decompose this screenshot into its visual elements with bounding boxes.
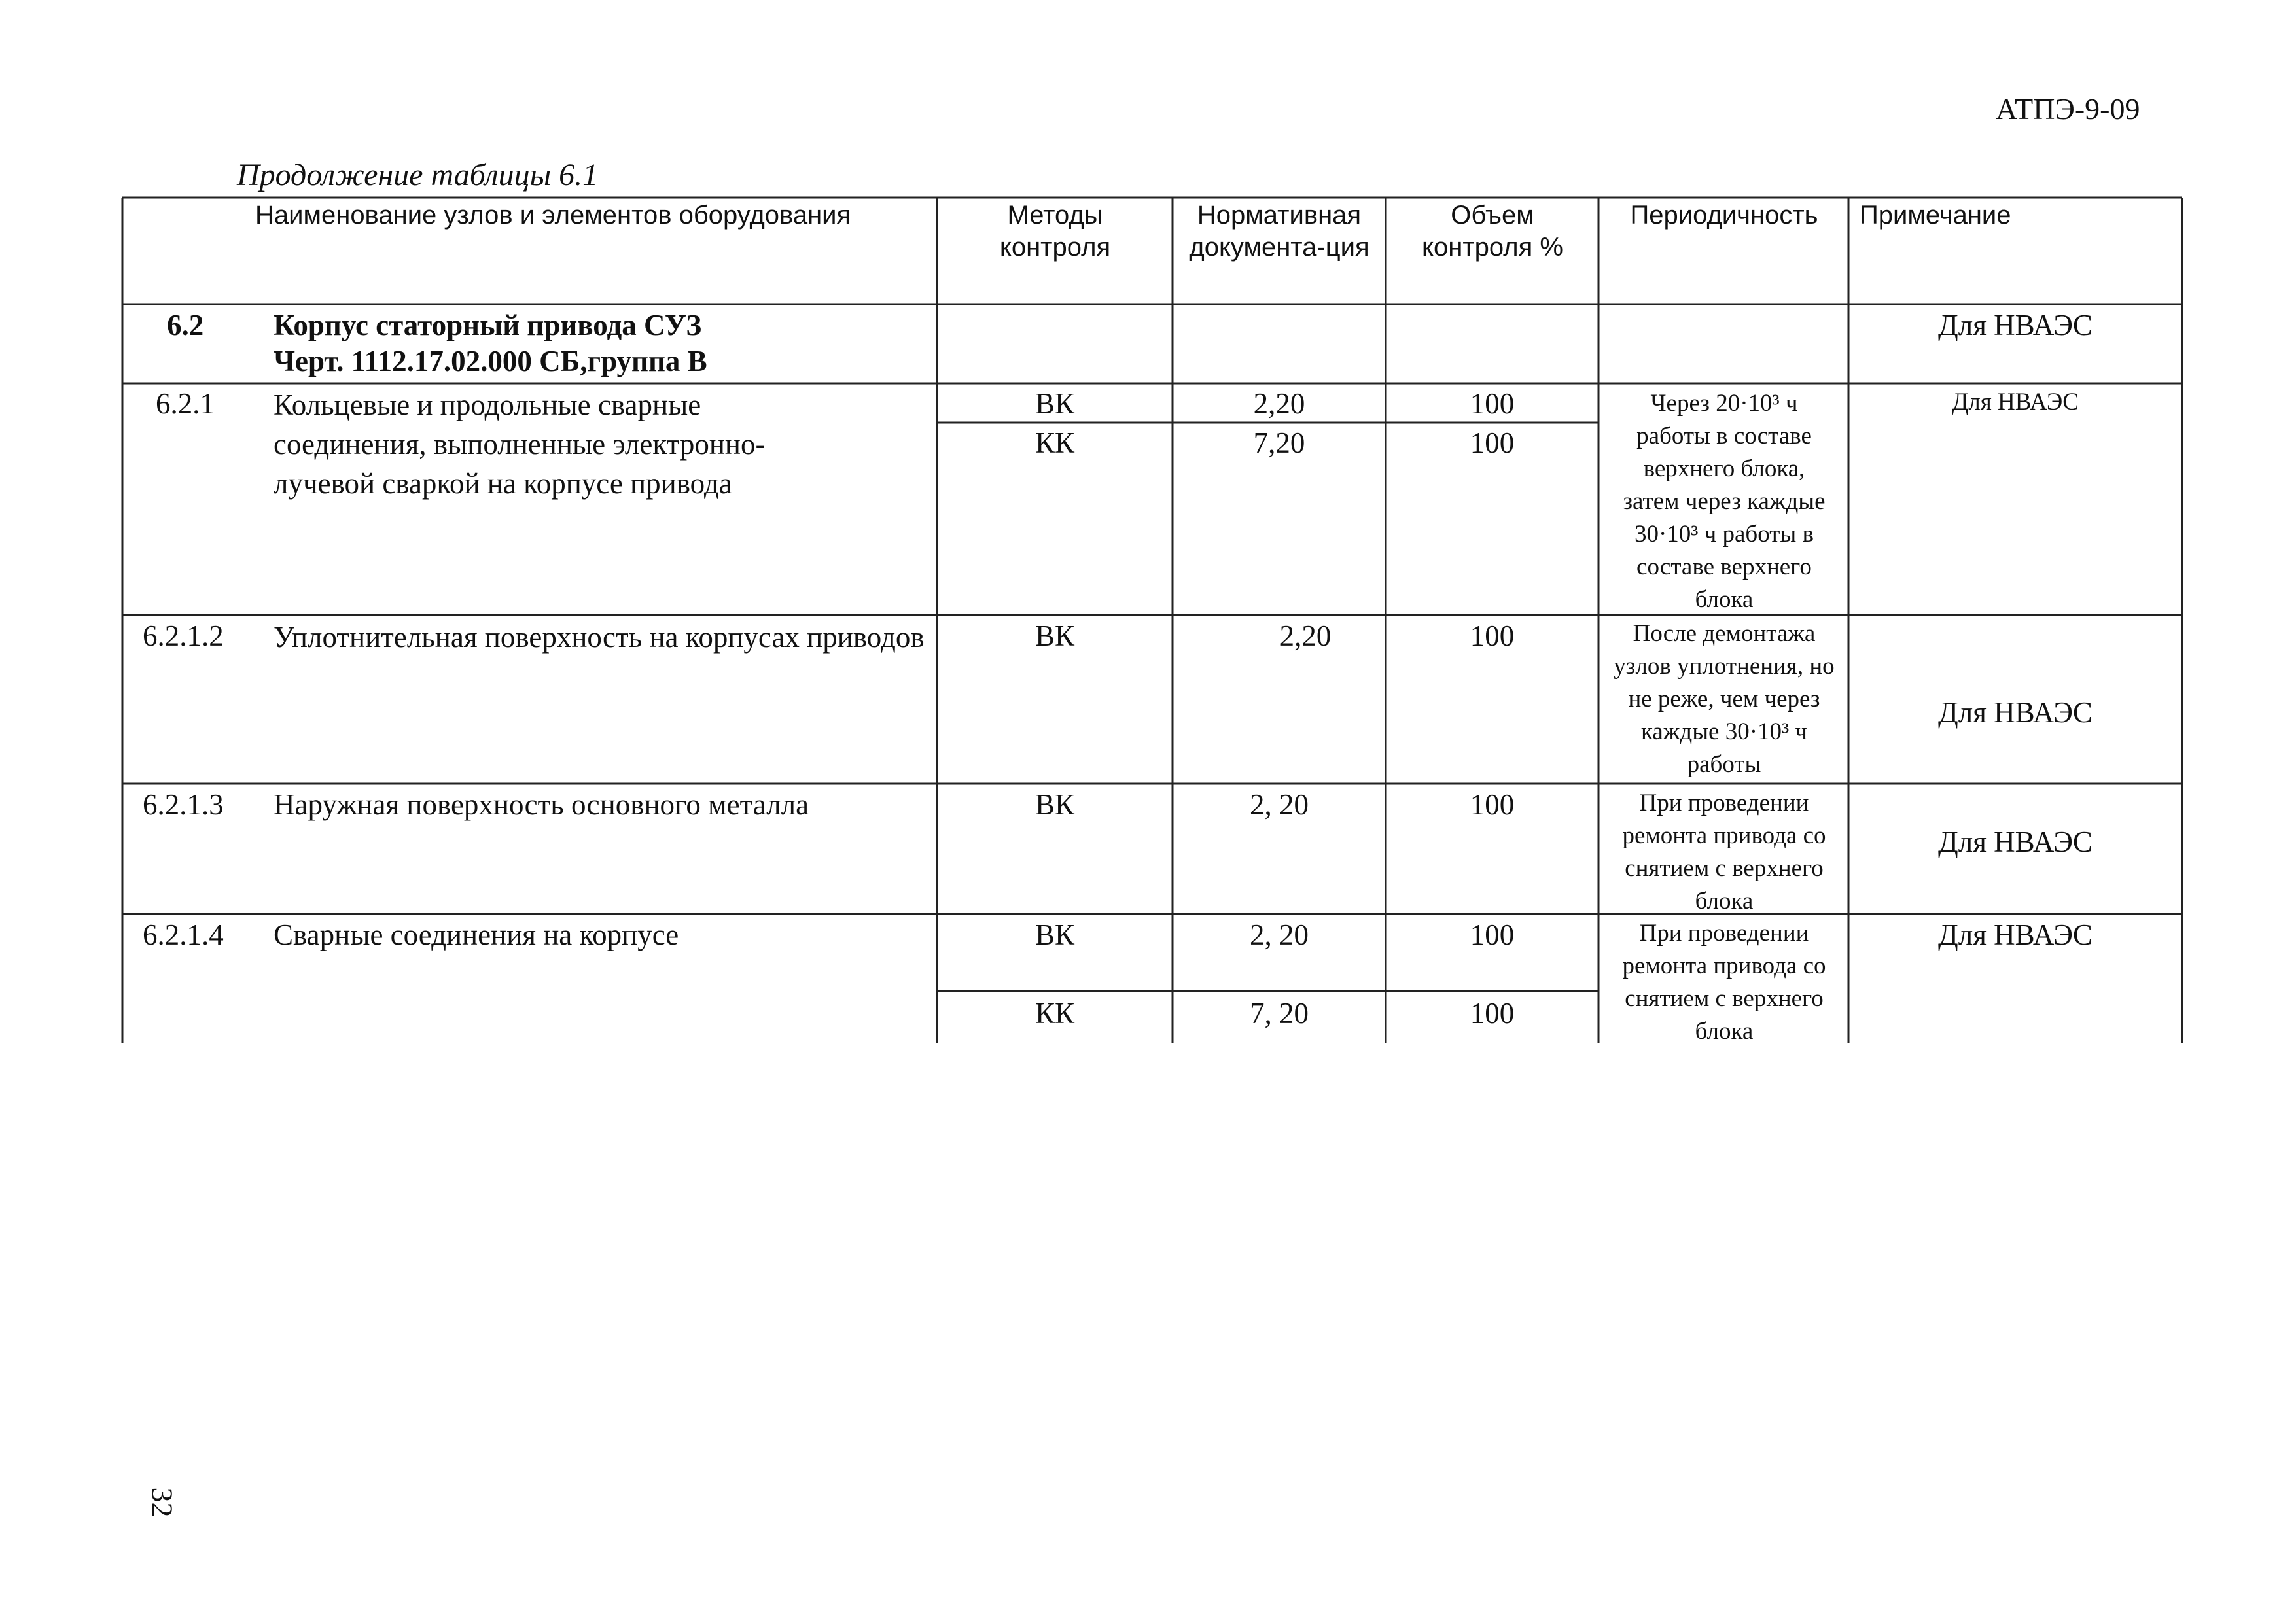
row-number: 6.2.1.4	[143, 918, 224, 951]
periodicity-cell: Через 20·10³ ч работы в составе верхнего блока, затем через каждые 30·10³ ч работы в составе верхнего блока	[1623, 390, 1826, 613]
volume-cell: 100	[1470, 997, 1515, 1030]
section-note: Для НВАЭС	[1938, 309, 2093, 341]
method-cell: ВК	[1034, 918, 1075, 951]
periodicity-cell: При проведении ремонта привода со снятием с верхнего блока	[1622, 790, 1826, 915]
volume-cell: 100	[1470, 620, 1515, 652]
header-normative: Нормативная документа-ция	[1189, 201, 1369, 262]
periodicity-cell: При проведении ремонта привода со снятием с верхнего блока	[1622, 920, 1826, 1045]
normative-cell: 2,20	[1279, 620, 1332, 652]
normative-cell: 7, 20	[1250, 997, 1309, 1030]
page-number: 32	[145, 1487, 179, 1518]
note-cell: Для НВАЭС	[1938, 696, 2093, 729]
method-cell: ВК	[1034, 620, 1075, 652]
method-cell: КК	[1034, 427, 1075, 459]
note-cell: Для НВАЭС	[1938, 918, 2093, 951]
note-cell: Для НВАЭС	[1952, 389, 2079, 415]
header-methods: Методы контроля	[999, 201, 1111, 262]
normative-cell: 2, 20	[1250, 788, 1309, 821]
row-number: 6.2.1.3	[143, 788, 224, 821]
section-title-line1: Корпус статорный привода СУЗ	[274, 309, 702, 341]
row-name: Уплотнительная поверхность на корпусах приводов	[274, 621, 925, 654]
note-cell: Для НВАЭС	[1938, 826, 2093, 858]
row-name: Сварные соединения на корпусе	[274, 918, 679, 951]
volume-cell: 100	[1470, 387, 1515, 420]
table-caption: Продолжение таблицы 6.1	[237, 158, 599, 192]
row-number: 6.2.1.2	[143, 620, 224, 652]
section-title-line2: Черт. 1112.17.02.000 СБ,группа В	[274, 345, 707, 377]
document-code: АТПЭ-9-09	[1996, 92, 2140, 126]
method-cell: КК	[1034, 997, 1075, 1030]
periodicity-cell: После демонтажа узлов уплотнения, но не реже, чем через каждые 30·10³ ч работы	[1614, 620, 1835, 778]
volume-cell: 100	[1470, 427, 1515, 459]
normative-cell: 2,20	[1253, 387, 1305, 420]
method-cell: ВК	[1034, 387, 1075, 420]
header-name: Наименование узлов и элементов оборудования	[255, 201, 851, 230]
row-name: Наружная поверхность основного металла	[274, 788, 809, 821]
header-volume: Объем контроля %	[1422, 201, 1563, 262]
header-periodicity: Периодичность	[1630, 201, 1818, 230]
volume-cell: 100	[1470, 788, 1515, 821]
volume-cell: 100	[1470, 918, 1515, 951]
normative-cell: 7,20	[1253, 427, 1305, 459]
row-number: 6.2.1	[156, 387, 215, 420]
normative-cell: 2, 20	[1250, 918, 1309, 951]
header-note: Примечание	[1860, 201, 2011, 230]
row-name: Кольцевые и продольные сварные соединения, выполненные электронно-лучевой сваркой на корпусе привода	[274, 389, 766, 500]
method-cell: ВК	[1034, 788, 1075, 821]
section-number: 6.2	[167, 309, 204, 341]
